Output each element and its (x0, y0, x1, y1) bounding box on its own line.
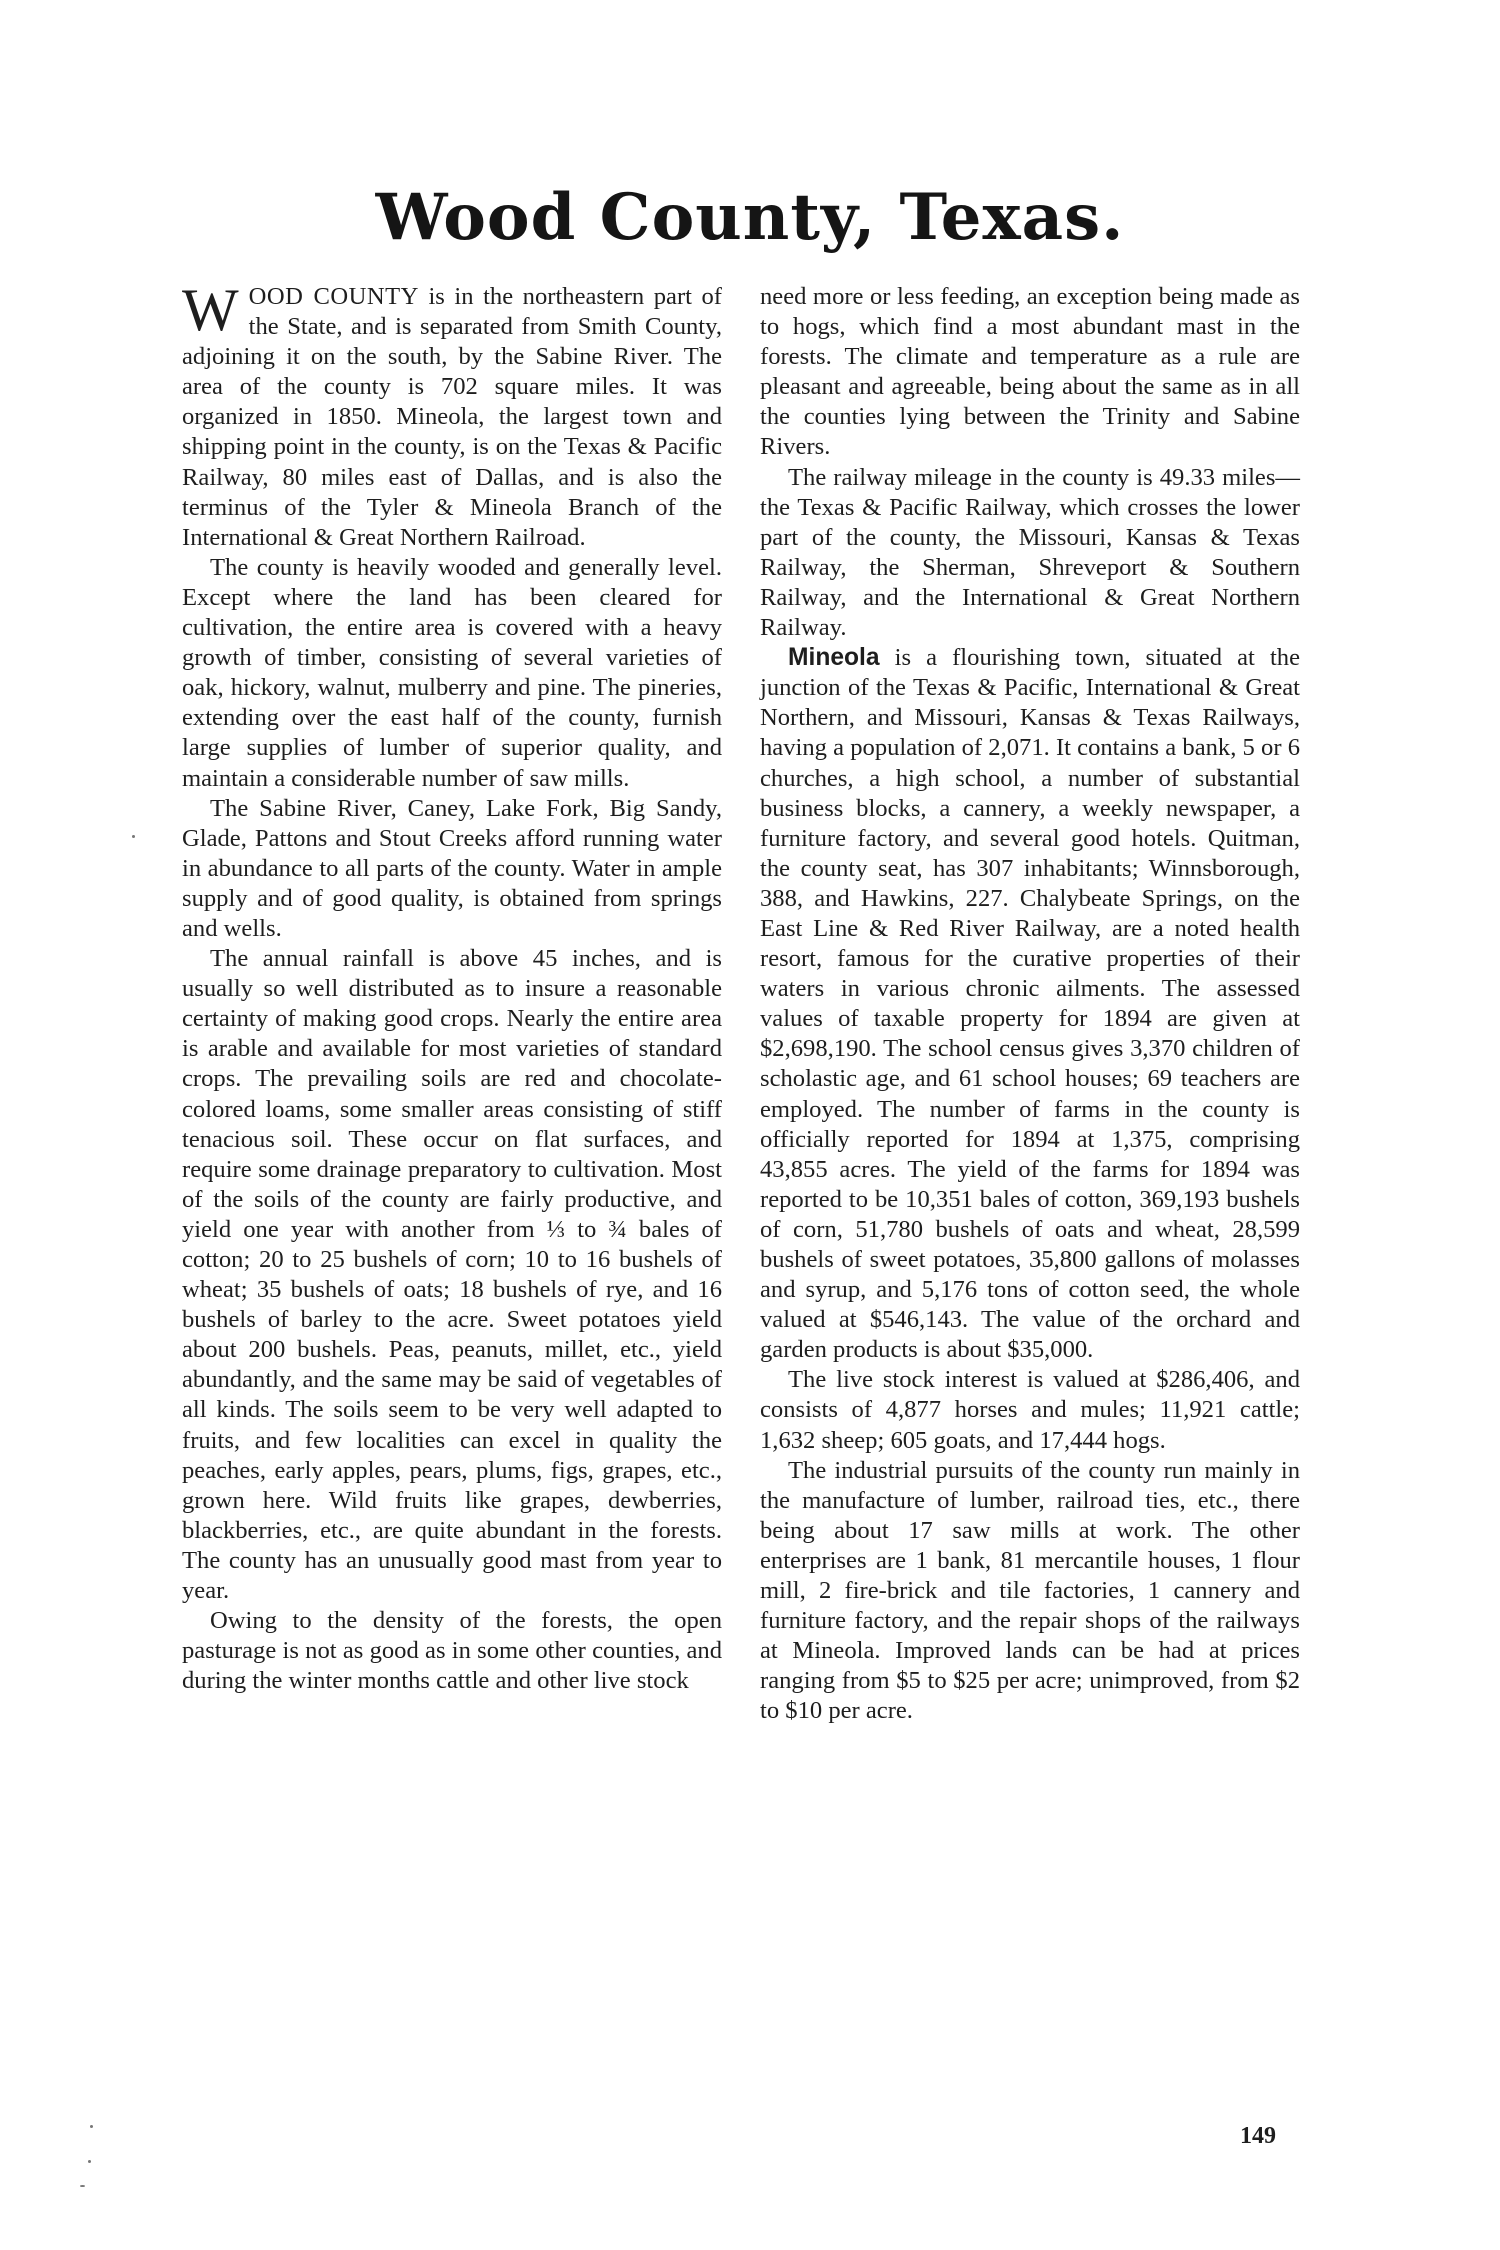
paragraph-mineola-text: is a flourishing town, situated at the junction of the Texas & Pacific, International & Great Northern, and Missouri, Kansas & Texas Railways, having a population of 2,071. It contains a bank, 5 or 6 churches, a high school, a number of substantial business blocks, a cannery, a weekly newspaper, a furniture factory, and several good hotels. Quitman, the county seat, has 307 inhabitants; Winnsborough, 388, and Hawkins, 227. Chalybeate Springs, on the East Line & Red River Railway, are a noted health resort, famous for the curative properties of their waters in various chronic ailments. The assessed values of taxable property for 1894 are given at $2,698,190. The school census gives 3,370 children of scholastic age, and 61 school houses; 69 teachers are employed. The number of farms in the county is officially reported for 1894 at 1,375, comprising 43,855 acres. The yield of the farms for 1894 was reported to be 10,351 bales of cotton, 369,193 bushels of corn, 51,780 bushels of oats and wheat, 28,599 bushels of sweet potatoes, 35,800 gallons of molasses and syrup, and 5,176 tons of cotton seed, the whole valued at $546,143. The value of the orchard and garden products is about $35,000. (760, 644, 1300, 1364)
paragraph-pasturage-cont: need more or less feeding, an exception being made as to hogs, which find a most abundant mast in the forests. The climate and temperature as a rule are pleasant and agreeable, being about the same as in all the counties lying between the Trinity and Sabine Rivers. (760, 283, 1300, 461)
paragraph-intro (182, 277, 722, 553)
paragraph-terrain: The county is heavily wooded and generally level. Except where the land has been cleared for cultivation, the entire area is covered with a heavy growth of timber, consisting of several varieties of oak, hickory, walnut, mulberry and pine. The pineries, extending over the east half of the county, furnish large supplies of lumber of superior quality, and maintain a considerable number of saw mills. (182, 553, 722, 792)
scan-speck (132, 835, 135, 838)
page-number: 149 (1240, 2123, 1276, 2149)
paragraph-intro-text: is in the northeastern part of the State, and is separated from Smith County, adjoining it on the south, by the Sabine River. The area of the county is 702 square miles. It was organized in 1850. Mineola, the largest town and shipping point in the county, is on the Texas & Pacific Railway, 80 miles east of Dallas, and is also the terminus of the Tyler & Mineola Branch of the International & Great Northern Railroad. (182, 283, 722, 551)
paragraph-mineola (760, 643, 1300, 1365)
scan-speck (90, 2125, 93, 2128)
lead-caps: OOD COUNTY (248, 283, 419, 310)
paragraph-railways: The railway mileage in the county is 49.33 miles—the Texas & Pacific Railway, which crosses the lower part of the county, the Missouri, Kansas & Texas Railway, the Sherman, Shreveport & Southern Railway, and the International & Great Northern Railway. (760, 463, 1300, 642)
town-name: Mineola (788, 644, 880, 672)
paragraph-soil-crops: The annual rainfall is above 45 inches, and is usually so well distributed as to insure a reasonable certainty of making good crops. Nearly the entire area is arable and available for most varieties of standard crops. The prevailing soils are red and chocolate-colored loams, some smaller areas consisting of stiff tenacious soil. These occur on flat surfaces, and require some drainage preparatory to cultivation. Most of the soils of the county are fairly productive, and yield one year with another from ⅓ to ¾ bales of cotton; 20 to 25 bushels of corn; 10 to 16 bushels of wheat; 35 bushels of oats; 18 bushels of rye, and 16 bushels of barley to the acre. Sweet potatoes yield about 200 bushels. Peas, peanuts, millet, etc., yield abundantly, and the same may be said of vegetables of all kinds. The soils seem to be very well adapted to fruits, and few localities can excel in quality the peaches, early apples, pears, plums, figs, grapes, etc., grown here. Wild fruits like grapes, dewberries, blackberries, etc., are quite abundant in the forests. The county has an unusually good mast from year to year. (182, 945, 722, 1605)
scan-speck (80, 2185, 85, 2187)
paragraph-livestock: The live stock interest is valued at $286,406, and consists of 4,877 horses and mules; 11,921 cattle; 1,632 sheep; 605 goats, and 17,444 hogs. (760, 1366, 1300, 1454)
right-column (760, 282, 1300, 1727)
paragraph-water: The Sabine River, Caney, Lake Fork, Big Sandy, Glade, Pattons and Stout Creeks afford running water in abundance to all parts of the county. Water in ample supply and of good quality, is obtained from springs and wells. (182, 794, 722, 942)
page-title: Wood County, Texas. (375, 180, 1125, 255)
left-column (182, 277, 722, 1696)
paragraph-industry: The industrial pursuits of the county run mainly in the manufacture of lumber, railroad ties, etc., there being about 17 saw mills at work. The other enterprises are 1 bank, 81 mercantile houses, 1 flour mill, 2 fire-brick and tile factories, 1 cannery and furniture factory, and the repair shops of the railways at Mineola. Improved lands can be had at prices ranging from $5 to $25 per acre; unimproved, from $2 to $10 per acre. (760, 1456, 1300, 1725)
scan-speck (88, 2160, 91, 2163)
paragraph-pasturage: Owing to the density of the forests, the open pasturage is not as good as in some other counties, and during the winter months cattle and other live stock (182, 1607, 722, 1695)
drop-cap: W (182, 277, 239, 343)
